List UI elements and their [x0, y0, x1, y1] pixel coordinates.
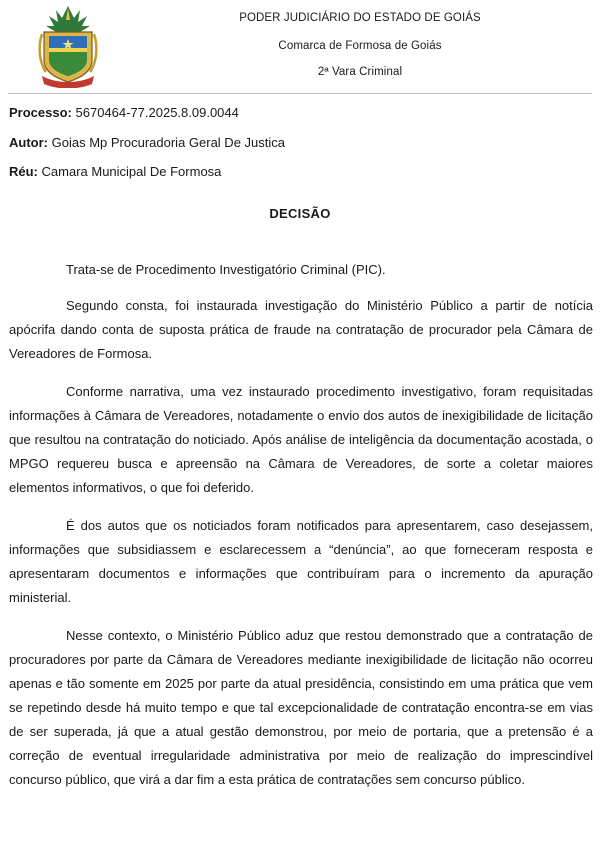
- court-name: PODER JUDICIÁRIO DO ESTADO DE GOIÁS: [239, 12, 481, 24]
- header-divider: [8, 93, 592, 94]
- document-header: [0, 0, 600, 92]
- autor-line: [9, 135, 285, 150]
- paragraph: É dos autos que os noticiados foram notificados para apresentarem, caso desejassem, informações que subsidiassem e esclarecessem a “denúncia”, ao que forneceram resposta e apresentaram documentos e informações que contribuíram para o incremento da apuração ministerial.: [9, 518, 593, 605]
- goias-coat-of-arms-icon: [36, 4, 100, 88]
- reu-label: Réu:: [9, 164, 38, 179]
- autor-label: Autor:: [9, 135, 48, 150]
- paragraph: Nesse contexto, o Ministério Público aduz que restou demonstrado que a contratação de procuradores por parte da Câmara de Vereadores mediante inexigibilidade de licitação não ocorreu apenas e tão somente em 2025 por parte da atual presidência, consistindo em uma prática que vem se repetindo desde há muito tempo e que tal excepcionalidade de contratação encontra-se em vias de ser superada, já que a atual gestão demonstrou, por meio de portaria, que a pretensão é a correção de eventual irregularidade administrativa por meio de realização do imprescindível concurso público, que virá a dar fim a esta prática de contratações sem concurso público.: [9, 628, 593, 787]
- paragraph: Segundo consta, foi instaurada investigação do Ministério Público a partir de notícia apócrifa dando conta de suposta prática de fraude na contratação de procurador pela Câmara de Vereadores de Formosa.: [9, 298, 593, 361]
- processo-number: 5670464-77.2025.8.09.0044: [75, 105, 239, 120]
- processo-line: [9, 105, 239, 120]
- comarca-name: Comarca de Formosa de Goiás: [278, 40, 442, 52]
- document-title: DECISÃO: [269, 206, 331, 221]
- reu-line: [9, 164, 221, 179]
- document-body: [9, 258, 593, 806]
- reu-value: Camara Municipal De Formosa: [41, 164, 222, 179]
- paragraph: Trata-se de Procedimento Investigatório Criminal (PIC).: [66, 262, 386, 277]
- paragraph: Conforme narrativa, uma vez instaurado procedimento investigativo, foram requisitadas informações à Câmara de Vereadores, notadamente o envio dos autos de inexigibilidade de licitação que resultou na contratação do noticiado. Após análise de inteligência da documentação acostada, o MPGO requereu busca e apreensão na Câmara de Vereadores, de sorte a coletar maiores elementos informativos, o que foi deferido.: [9, 384, 593, 495]
- autor-value: Goias Mp Procuradoria Geral De Justica: [51, 135, 285, 150]
- vara-name: 2ª Vara Criminal: [317, 66, 403, 78]
- processo-label: Processo:: [9, 105, 72, 120]
